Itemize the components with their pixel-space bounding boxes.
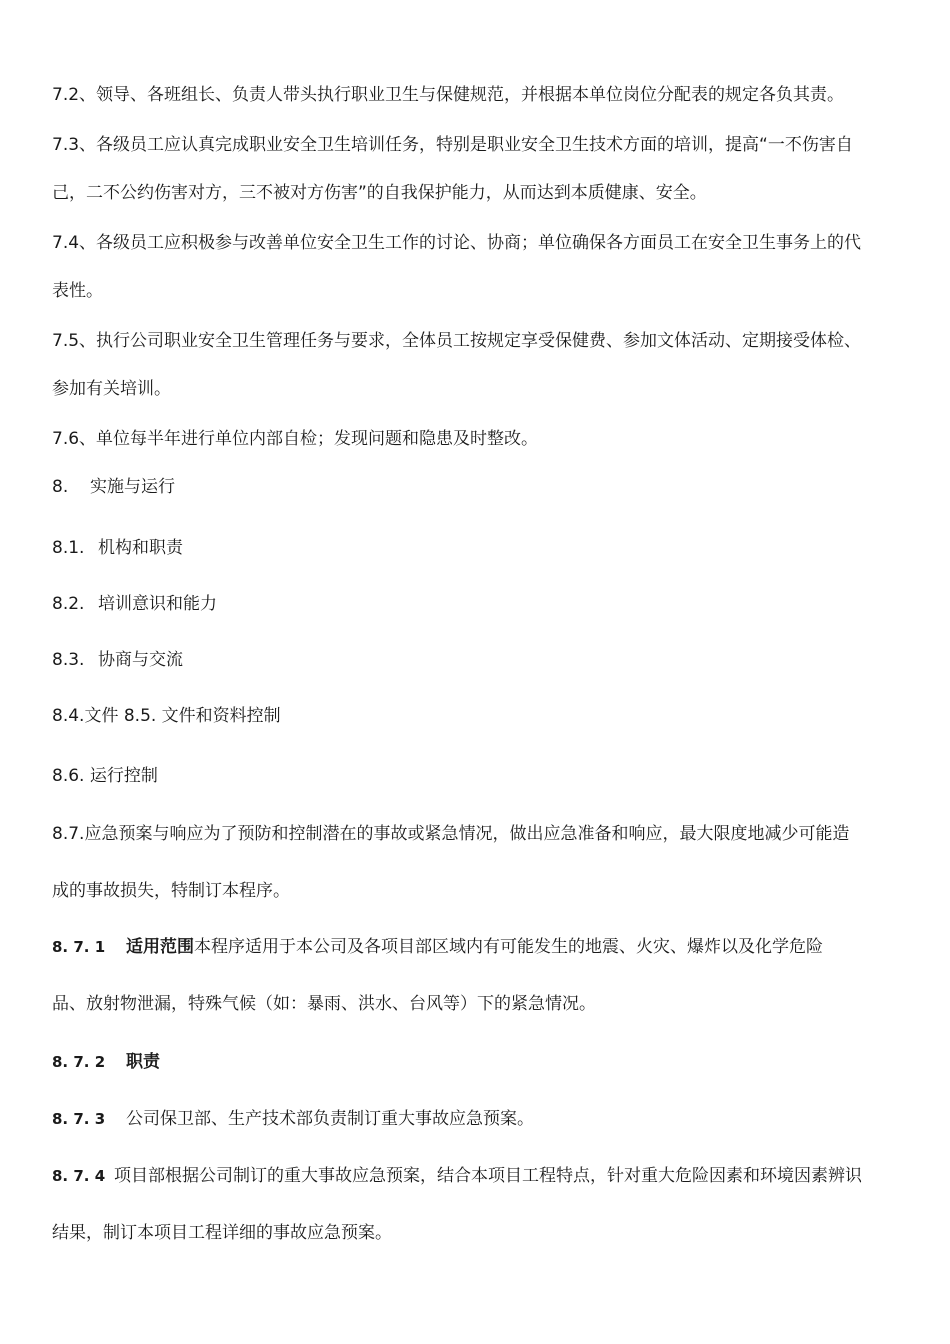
heading-8-2-number: 8.2.: [52, 594, 85, 614]
paragraph-8-7-line-2: 成的事故损失，特制订本程序。: [52, 881, 290, 901]
heading-8-3: [52, 649, 914, 671]
paragraph-7-4-line-1: 7.4、各级员工应积极参与改善单位安全卫生工作的讨论、协商；单位确保各方面员工在安全卫生事务上的代: [52, 233, 862, 253]
section-8-7-3: [52, 1108, 914, 1130]
section-8-7-3-text: 公司保卫部、生产技术部负责制订重大事故应急预案。: [126, 1109, 534, 1129]
paragraph-7-2: 7.2、领导、各班组长、负责人带头执行职业卫生与保健规范，并根据本单位岗位分配表的规定各负其责。: [52, 85, 845, 105]
heading-8-6: 8.6. 运行控制: [52, 766, 158, 786]
heading-8-3-number: 8.3.: [52, 650, 85, 670]
heading-8-text: 实施与运行: [90, 477, 175, 497]
section-8-7-1-title: 适用范围: [126, 937, 194, 957]
section-8-7-4-text: 项目部根据公司制订的重大事故应急预案，结合本项目工程特点，针对重大危险因素和环境因素辨识: [114, 1166, 862, 1186]
section-8-7-4-line-2: 结果，制订本项目工程详细的事故应急预案。: [52, 1223, 392, 1243]
paragraph-7-4-line-2: 表性。: [52, 281, 103, 301]
heading-8-4-8-5: 8.4.文件 8.5. 文件和资料控制: [52, 706, 281, 726]
paragraph-7-3-line-1: 7.3、各级员工应认真完成职业安全卫生培训任务，特别是职业安全卫生技术方面的培训，提高“一不伤害自: [52, 135, 853, 155]
paragraph-7-3-line-2: 己，二不公约伤害对方，三不被对方伤害”的自我保护能力，从而达到本质健康、安全。: [52, 183, 707, 203]
section-8-7-1-line-2: 品、放射物泄漏，特殊气候（如：暴雨、洪水、台风等）下的紧急情况。: [52, 994, 596, 1014]
section-8-7-4: [52, 1165, 914, 1187]
paragraph-7-5-line-2: 参加有关培训。: [52, 379, 171, 399]
section-8-7-2-title: 职责: [126, 1052, 160, 1072]
heading-8-number: 8.: [52, 477, 69, 497]
heading-8-1-text: 机构和职责: [98, 538, 183, 558]
heading-8-2-text: 培训意识和能力: [98, 594, 217, 614]
section-8-7-1-number: 8. 7. 1: [52, 938, 106, 956]
paragraph-7-6: 7.6、单位每半年进行单位内部自检；发现问题和隐患及时整改。: [52, 429, 539, 449]
paragraph-8-7-line-1: 8.7.应急预案与响应为了预防和控制潜在的事故或紧急情况，做出应急准备和响应，最大限度地减少可能造: [52, 824, 850, 844]
section-8-7-4-number: 8. 7. 4: [52, 1167, 106, 1185]
heading-8-3-text: 协商与交流: [98, 650, 183, 670]
paragraph-7-5-line-1: 7.5、执行公司职业安全卫生管理任务与要求，全体员工按规定享受保健费、参加文体活动、定期接受体检、: [52, 331, 862, 351]
section-8-7-2: [52, 1051, 914, 1073]
heading-8: [52, 476, 914, 498]
section-8-7-1-text: 本程序适用于本公司及各项目部区域内有可能发生的地震、火灾、爆炸以及化学危险: [194, 937, 823, 957]
section-8-7-1: [52, 936, 914, 958]
section-8-7-3-number: 8. 7. 3: [52, 1110, 106, 1128]
heading-8-1: [52, 537, 914, 559]
heading-8-2: [52, 593, 914, 615]
heading-8-1-number: 8.1.: [52, 538, 85, 558]
section-8-7-2-number: 8. 7. 2: [52, 1053, 106, 1071]
